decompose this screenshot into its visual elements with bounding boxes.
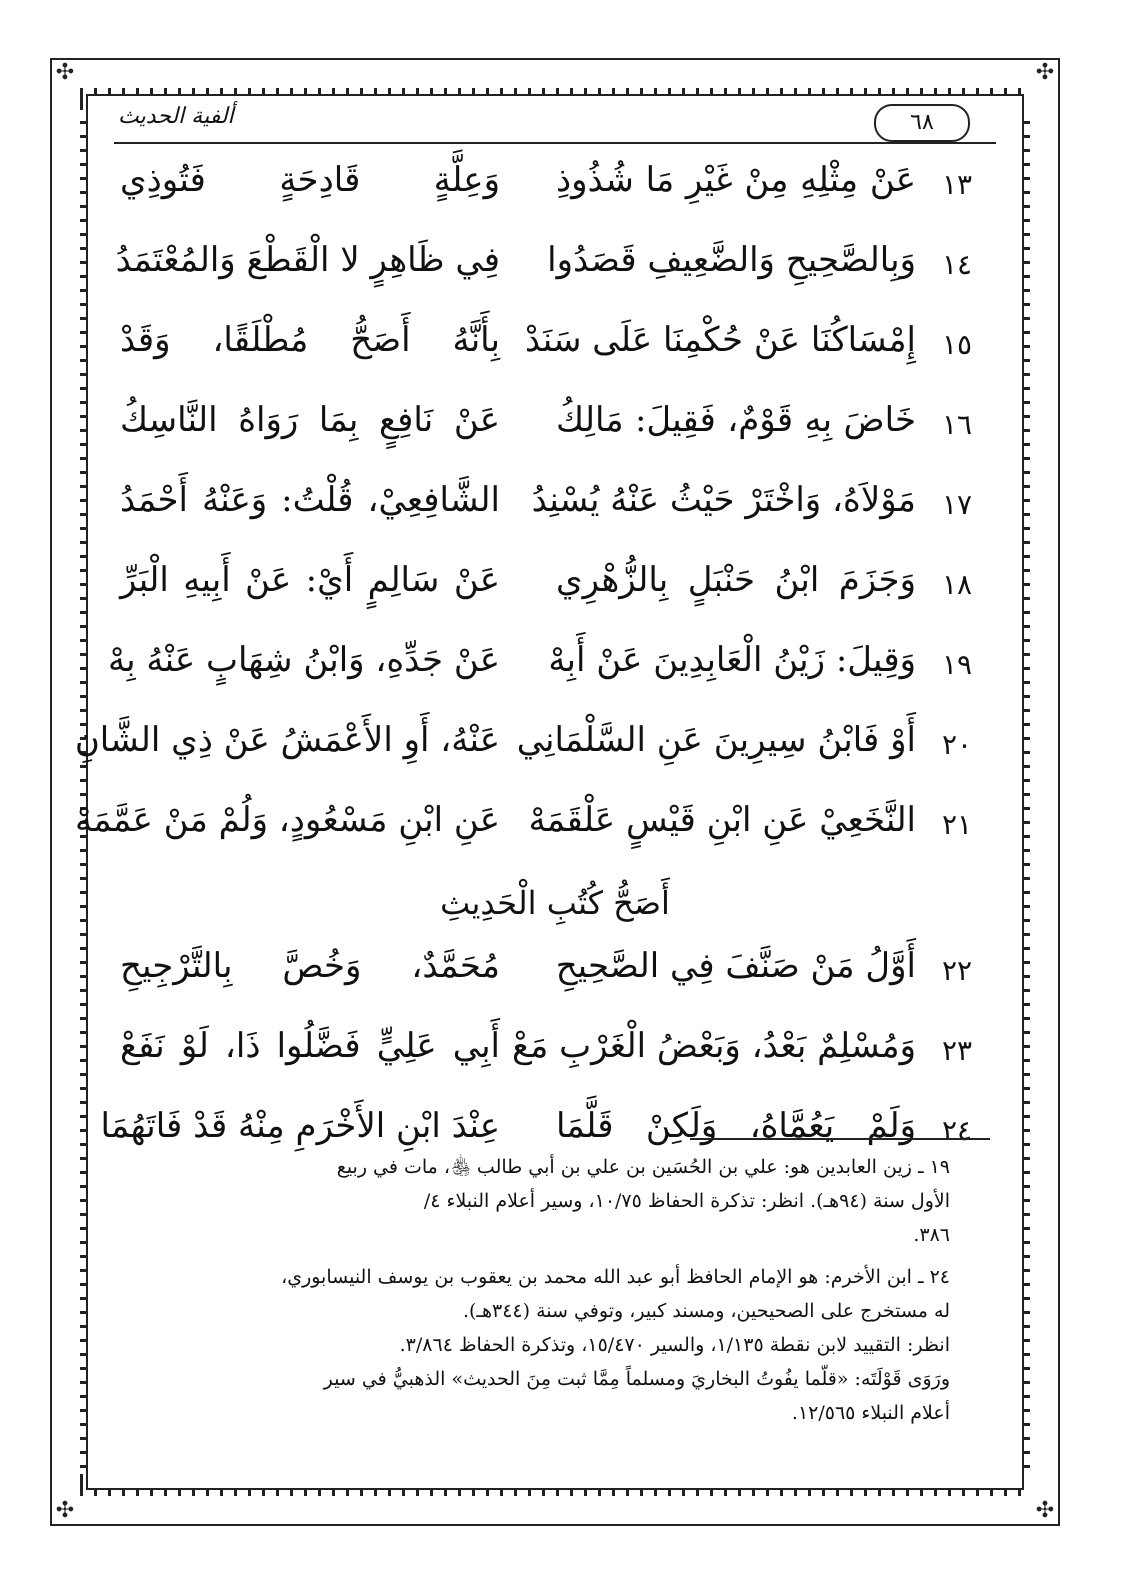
corner-ornament-icon: ✣ bbox=[1035, 60, 1055, 85]
section-title: أَصَحُّ كُتُبِ الْحَدِيثِ bbox=[440, 884, 670, 922]
running-title: ألفية الحديث bbox=[118, 104, 234, 129]
header-rule bbox=[114, 142, 996, 144]
verse-second-hemistich: أَبِي عَلِيٍّ فَضَّلُوا ذَا، لَوْ نَفَعْ bbox=[120, 1026, 500, 1066]
verse-row bbox=[75, 790, 1010, 870]
verse-number: ١٦ bbox=[941, 408, 973, 441]
footnote bbox=[120, 1150, 990, 1252]
verse-block bbox=[74, 150, 1010, 1176]
verse-number: ٢١ bbox=[941, 808, 973, 841]
verse-second-hemistich: مُحَمَّدٌ، وَخُصَّ بِالتَّرْجِيحِ bbox=[120, 946, 500, 986]
corner-ornament-icon: ✣ bbox=[55, 1498, 75, 1523]
verse-second-hemistich: وَعِلَّةٍ قَادِحَةٍ فَتُوذِي bbox=[120, 160, 500, 200]
verse-row bbox=[100, 310, 1010, 390]
verse-row bbox=[100, 470, 1010, 550]
footnote bbox=[120, 1260, 990, 1430]
verse-second-hemistich: فِي ظَاهِرٍ لا الْقَطْعَ وَالمُعْتَمَدُ bbox=[115, 240, 500, 280]
verse-row bbox=[100, 230, 1010, 310]
verse-first-hemistich: وَمُسْلِمٌ بَعْدُ، وَبَعْضُ الْغَرْبِ مَعْ bbox=[512, 1026, 916, 1066]
verse-first-hemistich: مَوْلاَهُ، وَاخْتَرْ حَيْثُ عَنْهُ يُسْنِدُ bbox=[531, 480, 916, 520]
verse-first-hemistich: أَوَّلُ مَنْ صَنَّفَ فِي الصَّحِيحِ bbox=[555, 946, 916, 986]
verse-number: ١٧ bbox=[941, 488, 973, 521]
footnote-line: ٢٤ ـ ابن الأخرم: هو الإمام الحافظ أبو عبد الله محمد بن يعقوب بن يوسف النيسابوري، bbox=[281, 1266, 950, 1288]
verse-second-hemistich: الشَّافِعِيْ، قُلْتُ: وَعَنْهُ أَحْمَدُ bbox=[120, 480, 500, 520]
verse-second-hemistich: عَنْهُ، أَوِ الأَعْمَشُ عَنْ ذِي الشَّانِ bbox=[74, 720, 500, 760]
verse-second-hemistich: عَنْ جَدِّهِ، وَابْنُ شِهَابٍ عَنْهُ بِهْ bbox=[107, 640, 500, 680]
verse-first-hemistich: وَقِيلَ: زَيْنُ الْعَابِدِينَ عَنْ أَبِهْ bbox=[548, 640, 916, 680]
verse-row bbox=[100, 550, 1010, 630]
verse-number: ٢٠ bbox=[941, 728, 973, 761]
verse-number: ١٩ bbox=[941, 648, 973, 681]
verse-second-hemistich: عَنْ نَافِعٍ بِمَا رَوَاهُ النَّاسِكُ bbox=[120, 400, 500, 440]
footnote-line: انظر: التقييد لابن نقطة ١/١٣٥، والسير ١٥/٤٧٠، وتذكرة الحفاظ ٣/٨٦٤. bbox=[399, 1334, 950, 1356]
verse-second-hemistich: عِنْدَ ابْنِ الأَخْرَمِ مِنْهُ قَدْ فَاتَهُمَا bbox=[100, 1106, 500, 1146]
footnote-line: أعلام النبلاء ١٢/٥٦٥. bbox=[791, 1402, 950, 1424]
verse-row bbox=[74, 710, 1010, 790]
verse-number: ١٤ bbox=[941, 248, 973, 281]
verse-number: ١٨ bbox=[941, 568, 973, 601]
footnote-line: ٣٨٦. bbox=[913, 1224, 950, 1246]
verse-number: ١٣ bbox=[941, 168, 973, 201]
footnote-line: ١٩ ـ زين العابدين هو: علي بن الحُسَين بن علي بن أبي طالب ﵃، مات في ربيع bbox=[336, 1156, 950, 1178]
verse-number: ١٥ bbox=[941, 328, 973, 361]
verse-first-hemistich: النَّخَعِيْ عَنِ ابْنِ قَيْسٍ عَلْقَمَهْ bbox=[528, 800, 916, 840]
verse-first-hemistich: وَبِالصَّحِيحِ وَالضَّعِيفِ قَصَدُوا bbox=[547, 240, 916, 280]
verse-first-hemistich: وَجَزَمَ ابْنُ حَنْبَلٍ بِالزُّهْرِي bbox=[556, 560, 916, 600]
verse-first-hemistich: عَنْ مِثْلِهِ مِنْ غَيْرِ مَا شُذُوذِ bbox=[556, 160, 916, 200]
corner-ornament-icon: ✣ bbox=[55, 60, 75, 85]
verse-first-hemistich: وَلَمْ يَعُمَّاهُ، وَلَكِنْ قَلَّمَا bbox=[556, 1106, 916, 1146]
verse-row bbox=[100, 150, 1010, 230]
verse-second-hemistich: بِأَنَّهُ أَصَحُّ مُطْلَقًا، وَقَدْ bbox=[120, 320, 500, 360]
verse-first-hemistich: أَوْ فَابْنُ سِيرِينَ عَنِ السَّلْمَانِي bbox=[516, 720, 916, 760]
verse-first-hemistich: خَاضَ بِهِ قَوْمٌ، فَقِيلَ: مَالِكُ bbox=[556, 400, 916, 440]
verse-row bbox=[100, 936, 1010, 1016]
verse-second-hemistich: عَنِ ابْنِ مَسْعُودٍ، وَلُمْ مَنْ عَمَّمَهْ bbox=[75, 800, 500, 840]
footnote-line: الأول سنة (٩٤هـ). انظر: تذكرة الحفاظ ١٠/٧٥، وسير أعلام النبلاء ٤/ bbox=[423, 1190, 950, 1212]
verse-number: ٢٢ bbox=[941, 954, 973, 987]
verse-row bbox=[100, 1016, 1010, 1096]
footnote-line: له مستخرج على الصحيحين، ومسند كبير، وتوفي سنة (٣٤٤هـ). bbox=[462, 1300, 950, 1322]
verse-first-hemistich: إِمْسَاكُنَا عَنْ حُكْمِنَا عَلَى سَنَدْ bbox=[524, 320, 916, 360]
page-header bbox=[100, 104, 1010, 144]
page-number: ٦٨ bbox=[874, 104, 970, 142]
verse-number: ٢٣ bbox=[941, 1034, 973, 1067]
verse-second-hemistich: عَنْ سَالِمٍ أَيْ: عَنْ أَبِيهِ الْبَرِّ bbox=[120, 560, 500, 600]
verse-number: ٢٤ bbox=[941, 1114, 973, 1147]
corner-ornament-icon: ✣ bbox=[1035, 1498, 1055, 1523]
footnote-separator bbox=[690, 1138, 990, 1140]
footnote-line: ورَوَى قَوْلَتَه: «قلّما يفُوتُ البخاريَ ومسلماً مِمَّا ثبت مِنَ الحديث» الذهبيُّ في سير bbox=[323, 1368, 950, 1390]
verse-row bbox=[100, 630, 1010, 710]
footnotes bbox=[120, 1150, 990, 1438]
verse-row bbox=[100, 390, 1010, 470]
